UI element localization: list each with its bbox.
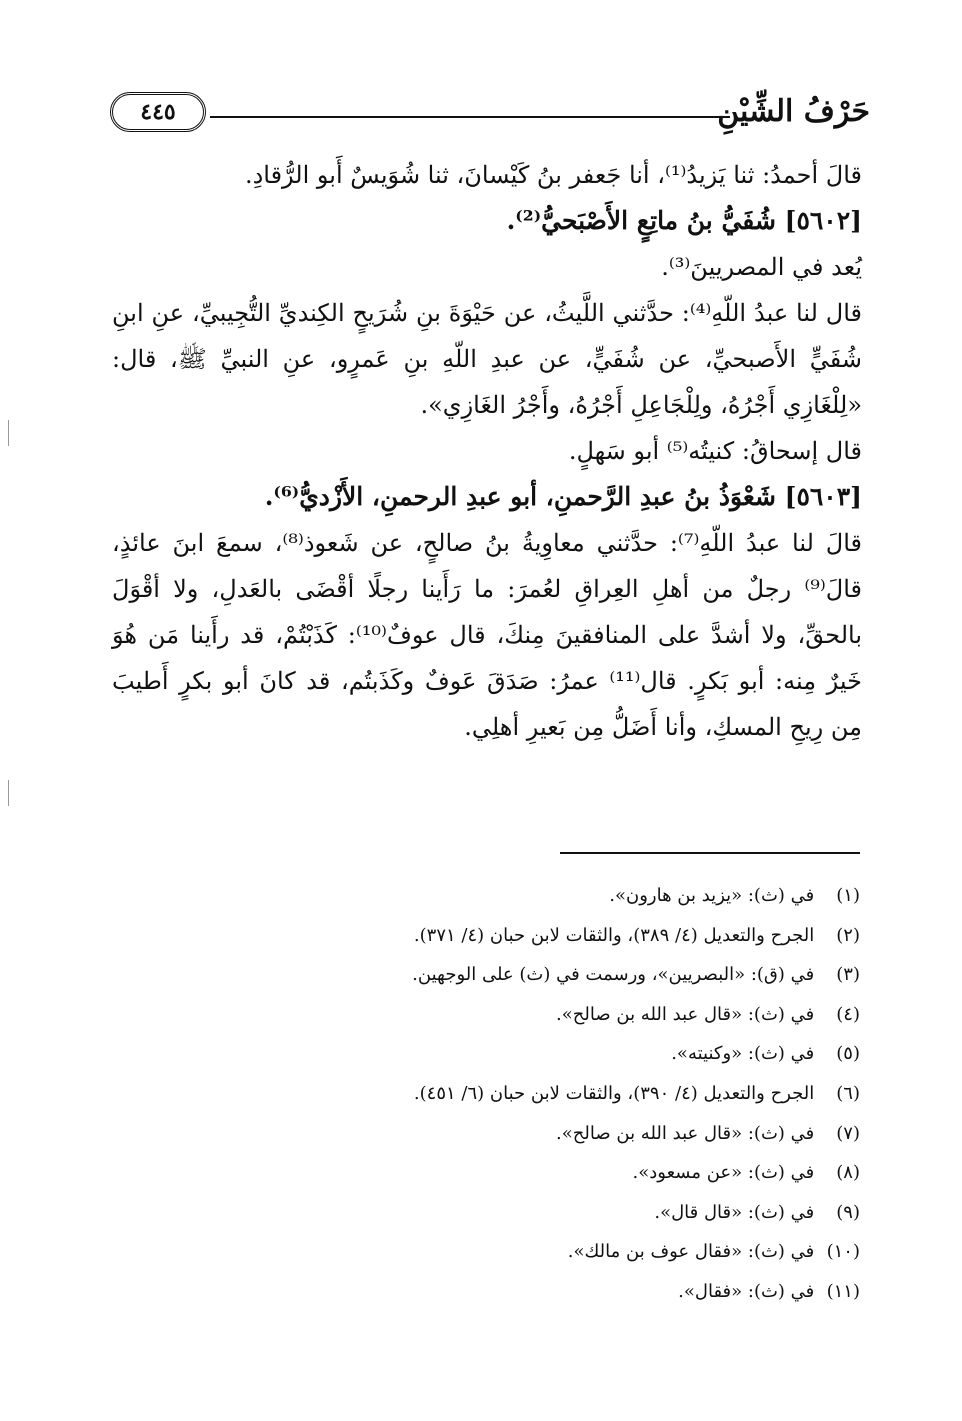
footnote-number: (١) (836, 885, 860, 906)
footnote-item (300, 955, 860, 995)
narration-paragraph: قالَ لنا عبدُ اللّهِ⁽⁷⁾: حدَّثني معاوِيةُ بنُ صالحٍ، عن شَعوذ⁽⁸⁾، سمعَ ابنَ عائذٍ، قالَ⁽⁹⁾ رجلٌ من أهلِ العِراقِ لعُمرَ: ما رَأَينا رجلًا أقْضَى بالعَدلِ، ولا أقْوَلَ بالحقِّ، ولا أشدَّ على المنافقينَ مِنكَ، قال عوفٌ⁽¹⁰⁾: كَذَبْتُمْ، قد رأَينا مَن هُوَ خَيرٌ مِنه: أبو بَكرٍ. قال⁽¹¹⁾ عمرُ: صَدَقَ عَوفٌ وكَذَبتُم، قد كانَ أبو بكرٍ أَطيبَ مِن رِيحِ المسكِ، وأنا أَضَلُّ مِن بَعيرِ أهلِي. (112, 529, 863, 741)
footnote-text: في (ث): «قال عبد الله بن صالح». (556, 1122, 815, 1144)
footnote-text: في (ث): «عن مسعود». (632, 1162, 815, 1184)
footnote-number: (٦) (836, 1082, 860, 1104)
footnote-number: (٧) (836, 1122, 860, 1144)
footnote-separator (560, 852, 860, 854)
footnote-item (300, 1074, 860, 1114)
paragraph-1: قالَ أحمدُ: ثنا يَزيدُ⁽¹⁾، أنا جَعفر بنُ كَيْسانَ، ثنا شُوَيسٌ أَبو الرُّقادِ. (244, 161, 862, 189)
entry-heading-5602: [٥٦٠٢] شُفَيُّ بنُ ماتِعٍ الأَصْبَحيُّ⁽²⁾. (506, 206, 862, 235)
header-rule (210, 116, 730, 118)
footnote-text: في (ث): «قال عبد الله بن صالح». (556, 1003, 815, 1025)
footnote-number: (٤) (836, 1003, 860, 1025)
scan-margin-mark (8, 780, 9, 806)
footnote-text: في (ق): «البصريين»، ورسمت في (ث) على الوجهين. (412, 964, 815, 986)
footnote-item (300, 995, 860, 1035)
footnote-text: الجرح والتعديل (٤/ ٣٨٩)، والثقات لابن حبان (٤/ ٣٧١). (413, 924, 815, 946)
footnote-number: (١١) (826, 1280, 860, 1302)
footnote-item (300, 876, 860, 916)
footnote-item (300, 1114, 860, 1154)
footnote-number: (٩) (836, 1201, 860, 1223)
footnote-item (300, 1232, 860, 1272)
footnote-number: (٨) (836, 1162, 860, 1184)
footnote-item (300, 916, 860, 956)
chapter-title: حَرْفُ الشِّيْنِ (717, 94, 870, 129)
footnote-number: (١٠) (826, 1241, 860, 1263)
paragraph-5: قال إسحاقُ: كنيتُه⁽⁵⁾ أبو سَهلٍ. (568, 437, 862, 465)
footnote-item (300, 1193, 860, 1233)
footnote-item (300, 1272, 860, 1312)
footnote-text: في (ث): «وكنيته». (671, 1043, 815, 1065)
footnote-text: في (ث): «قال قال». (654, 1201, 815, 1223)
footnote-item (300, 1034, 860, 1074)
footnote-number: (٣) (836, 964, 860, 986)
footnote-number: (٢) (836, 924, 860, 946)
hadith-paragraph: قال لنا عبدُ اللّهِ⁽⁴⁾: حدَّثني اللَّيثُ، عن حَيْوَةَ بنِ شُرَيحٍ الكِنديِّ التُّجِيبيِّ، عنِ ابنِ شُفَيٍّ الأَصبحيِّ، عن شُفَيٍّ، عن عبدِ اللّهِ بنِ عَمرٍو، عنِ النبيِّ ﷺ، قال: «لِلْغَازِي أَجْرُهُ، ولِلْجَاعِلِ أَجْرُهُ، وأَجْرُ الغَازِي». (112, 299, 862, 419)
entry-heading-5603: [٥٦٠٣] شَعْوَذُ بنُ عبدِ الرَّحمنِ، أبو عبدِ الرحمنِ، الأَزْديُّ⁽⁶⁾. (264, 482, 862, 511)
footnote-text: في (ث): «فقال». (678, 1280, 815, 1302)
paragraph-3: يُعد في المصريينَ⁽³⁾. (661, 253, 862, 281)
main-text (112, 152, 862, 750)
footnote-text: في (ث): «يزيد بن هارون». (609, 885, 815, 906)
footnote-text: الجرح والتعديل (٤/ ٣٩٠)، والثقات لابن حبان (٦/ ٤٥١). (413, 1082, 815, 1104)
footnote-text: في (ث): «فقال عوف بن مالك». (567, 1241, 815, 1263)
scan-margin-mark (8, 420, 9, 446)
footnote-item (300, 1153, 860, 1193)
page-header (110, 92, 870, 136)
page-number: ٤٤٥ (110, 92, 206, 132)
footnote-number: (٥) (836, 1043, 860, 1065)
footnotes (300, 876, 860, 1312)
